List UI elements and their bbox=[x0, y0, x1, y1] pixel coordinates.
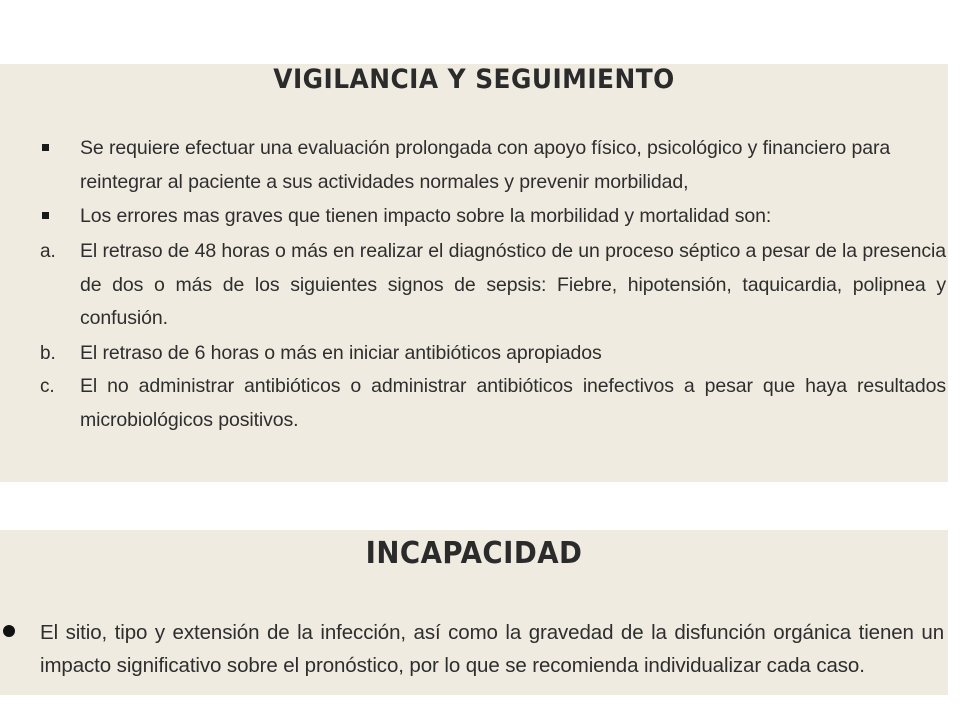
list-item-text: Se requiere efectuar una evaluación prolongada con apoyo físico, psicológico y financiero para reintegrar al paciente a sus actividades normales y prevenir morbilidad, bbox=[80, 137, 891, 193]
list-item bbox=[40, 337, 940, 371]
list-item bbox=[40, 200, 940, 234]
list-item bbox=[40, 235, 946, 336]
list-item-text: El retraso de 6 horas o más en iniciar antibióticos apropiados bbox=[80, 342, 602, 364]
list-item-text: El no administrar antibióticos o administrar antibióticos inefectivos a pesar que haya resultados microbiológicos positivos. bbox=[80, 375, 946, 431]
list-item bbox=[40, 132, 940, 199]
list-item-text: El sitio, tipo y extensión de la infección, así como la gravedad de la disfunción orgánica tienen un impacto significativo sobre el pronóstico, por lo que se recomienda individualizar cada caso. bbox=[40, 621, 944, 677]
incapacidad-section bbox=[0, 530, 948, 695]
list-item-text: El retraso de 48 horas o más en realizar el diagnóstico de un proceso séptico a pesar de la presencia de dos o más de los siguientes signos de sepsis: Fiebre, hipotensión, taquicardia, polipnea y confusión. bbox=[80, 240, 946, 329]
vigilancia-section bbox=[0, 64, 948, 482]
section-title: INCAPACIDAD bbox=[365, 536, 583, 571]
list-marker: c. bbox=[40, 376, 55, 397]
list-item bbox=[40, 370, 946, 437]
list-marker: a. bbox=[40, 241, 56, 262]
list-marker: b. bbox=[40, 343, 56, 364]
section-title: VIGILANCIA Y SEGUIMIENTO bbox=[273, 64, 675, 95]
list-item bbox=[0, 616, 944, 682]
list-item-text: Los errores mas graves que tienen impacto sobre la morbilidad y mortalidad son: bbox=[80, 205, 772, 227]
